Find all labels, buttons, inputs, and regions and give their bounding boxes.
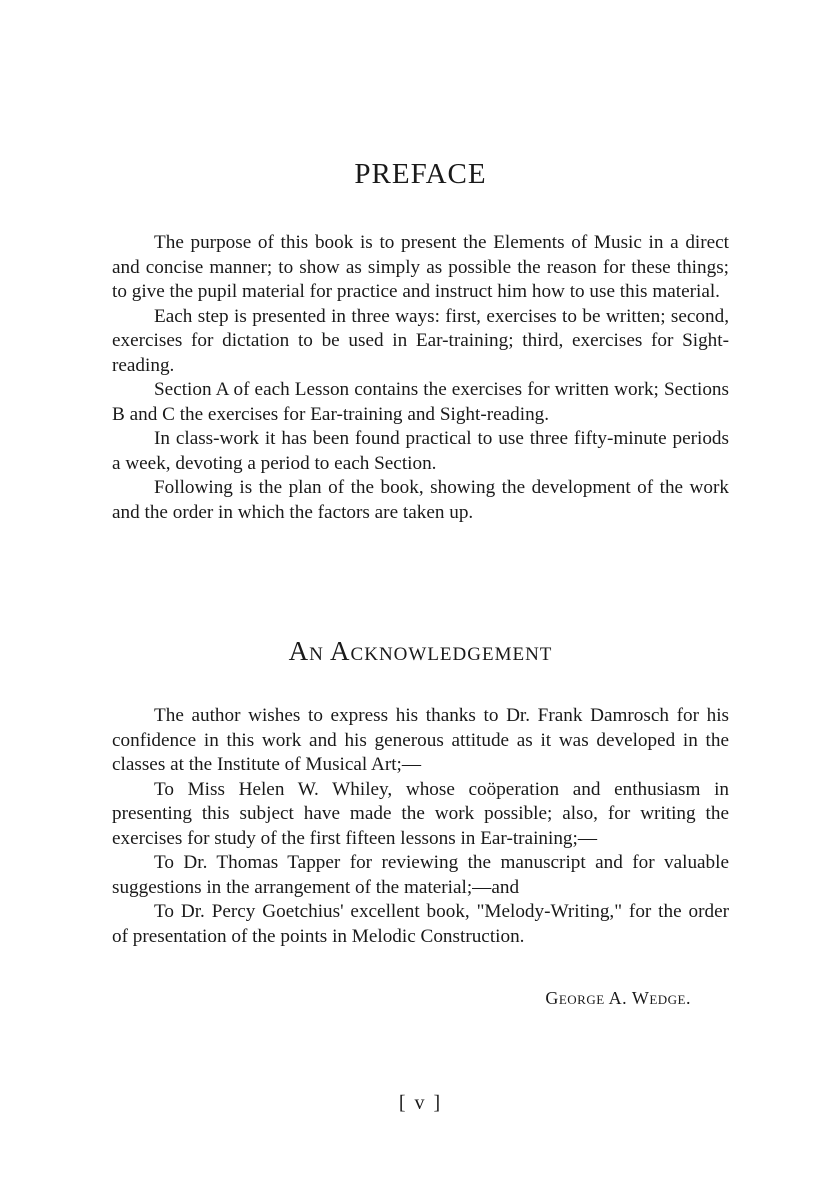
author-signature: George A. Wedge. bbox=[545, 988, 691, 1008]
acknowledgement-paragraph: To Dr. Thomas Tapper for reviewing the manuscript and for valuable suggestions in the arrangement of the material;—and bbox=[112, 852, 729, 898]
acknowledgement-body bbox=[112, 704, 729, 949]
preface-paragraph: Section A of each Lesson contains the exercises for written work; Sections B and C the exercises for Ear-training and Sight-reading. bbox=[112, 379, 729, 425]
preface-paragraph: Following is the plan of the book, showing the development of the work and the order in which the factors are taken up. bbox=[112, 477, 729, 523]
acknowledgement-paragraph: The author wishes to express his thanks to Dr. Frank Damrosch for his confidence in this work and his generous attitude as it was developed in the classes at the Institute of Musical Art;— bbox=[112, 705, 729, 775]
page-number: [ v ] bbox=[398, 1092, 443, 1114]
preface-paragraph: Each step is presented in three ways: first, exercises to be written; second, exercises for dictation to be used in Ear-training; third, exercises for Sight-reading. bbox=[112, 305, 729, 376]
preface-title: PREFACE bbox=[354, 158, 487, 190]
preface-paragraph: The purpose of this book is to present the Elements of Music in a direct and concise manner; to show as simply as possible the reason for these things; to give the pupil material for practice and instruct him how to use this material. bbox=[112, 232, 729, 302]
preface-body bbox=[112, 231, 729, 525]
acknowledgement-title: An Acknowledgement bbox=[288, 636, 553, 666]
preface-paragraph: In class-work it has been found practical to use three fifty-minute periods a week, devoting a period to each Section. bbox=[112, 428, 729, 474]
acknowledgement-paragraph: To Miss Helen W. Whiley, whose coöperation and enthusiasm in presenting this subject have made the work possible; also, for writing the exercises for study of the first fifteen lessons in Ear-training;— bbox=[112, 778, 729, 849]
acknowledgement-paragraph: To Dr. Percy Goetchius' excellent book, "Melody-Writing," for the order of presentation of the points in Melodic Construction. bbox=[112, 901, 729, 947]
